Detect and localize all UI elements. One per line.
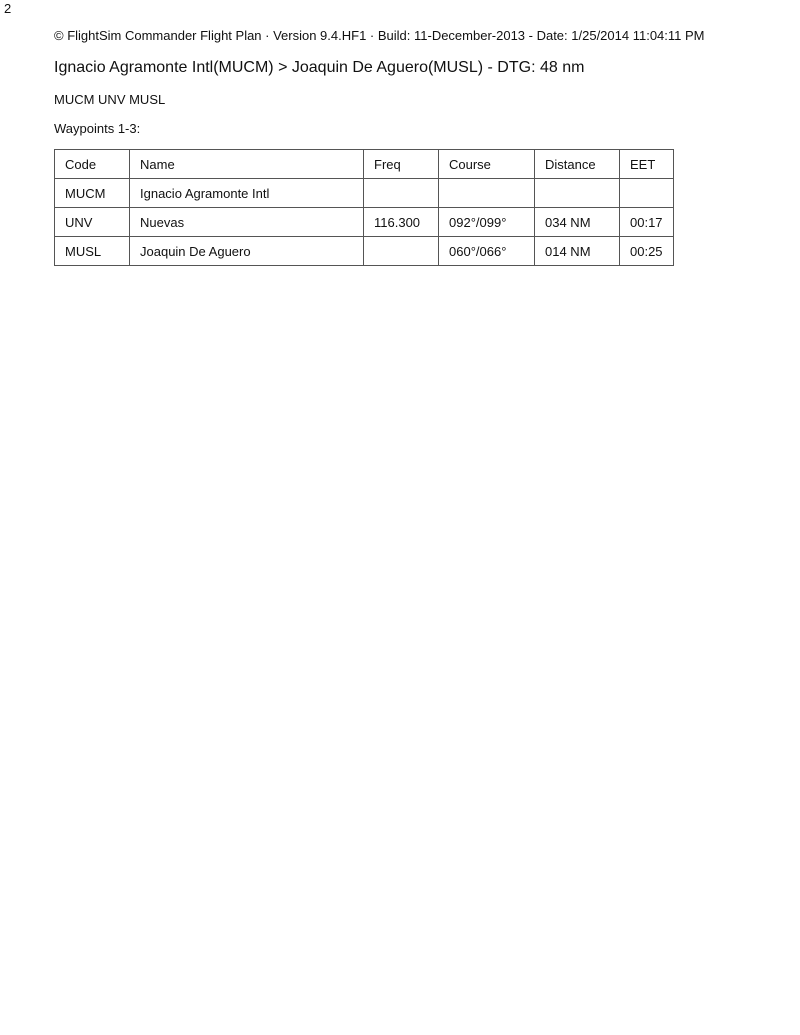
cell-course [439,179,535,208]
route-string: MUCM UNV MUSL [54,92,166,107]
table-header-row [55,150,674,179]
cell-code: MUCM [55,179,130,208]
column-header-freq: Freq [364,150,439,179]
table-row [55,208,674,237]
cell-code: UNV [55,208,130,237]
column-header-course: Course [439,150,535,179]
cell-course: 092°/099° [439,208,535,237]
cell-eet [620,179,674,208]
cell-freq [364,179,439,208]
page-number: 2 [4,1,12,16]
cell-freq: 116.300 [364,208,439,237]
cell-distance [535,179,620,208]
cell-freq [364,237,439,266]
cell-distance: 034 NM [535,208,620,237]
cell-eet: 00:25 [620,237,674,266]
column-header-name: Name [130,150,364,179]
column-header-code: Code [55,150,130,179]
cell-course: 060°/066° [439,237,535,266]
cell-eet: 00:17 [620,208,674,237]
cell-code: MUSL [55,237,130,266]
column-header-distance: Distance [535,150,620,179]
cell-name: Joaquin De Aguero [130,237,364,266]
table-row [55,179,674,208]
waypoints-table [54,149,674,266]
table-row [55,237,674,266]
cell-name: Nuevas [130,208,364,237]
waypoints-label: Waypoints 1-3: [54,121,141,136]
cell-name: Ignacio Agramonte Intl [130,179,364,208]
column-header-eet: EET [620,150,674,179]
route-title: Ignacio Agramonte Intl(MUCM) > Joaquin De Aguero(MUSL) - DTG: 48 nm [54,59,585,76]
cell-distance: 014 NM [535,237,620,266]
document-header: © FlightSim Commander Flight Plan · Version 9.4.HF1 · Build: 11-December-2013 - Date: 1/25/2014 11:04:11 PM [54,28,705,43]
